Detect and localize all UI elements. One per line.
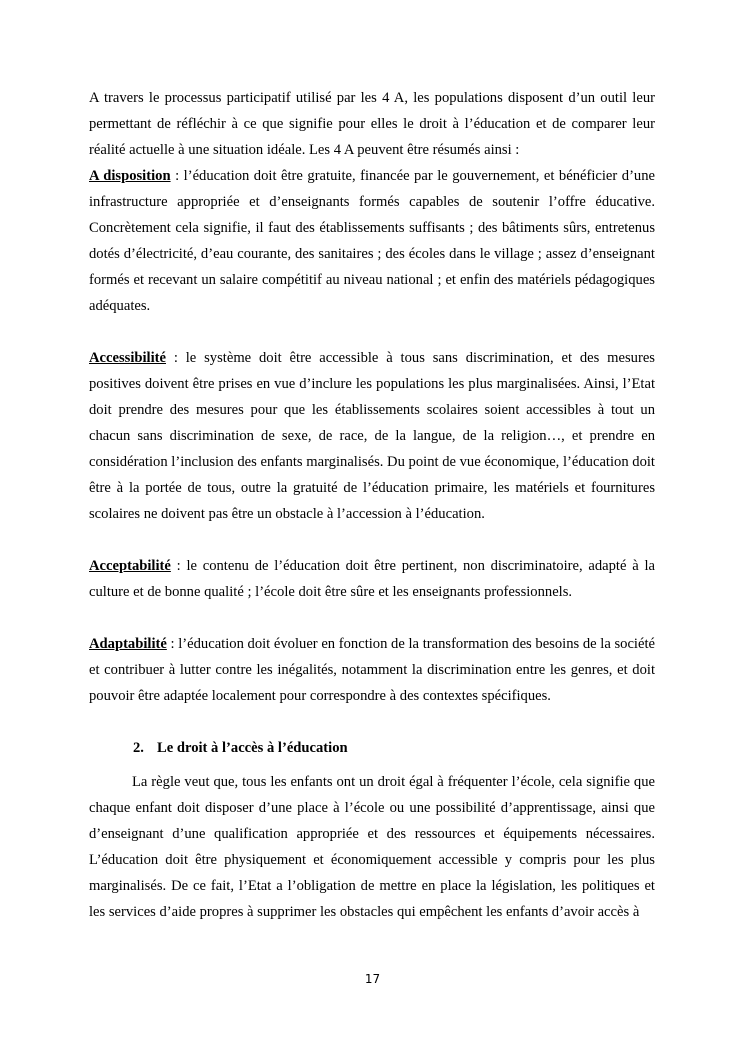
page-body bbox=[89, 85, 655, 925]
section-title: Le droit à l’accès à l’éducation bbox=[157, 740, 348, 756]
paragraph-spacer bbox=[89, 605, 655, 631]
text-a-disposition: : l’éducation doit être gratuite, financée par le gouvernement, et bénéficier d’une infrastructure appropriée et d’enseignants formés capables de soutenir l’offre éducative. Concrètement cela signifie, il faut des établissements suffisants ; des bâtiments sûrs, entretenus dotés d’électricité, d’eau courante, des sanitaires ; des écoles dans le village ; assez d’enseignant formés et recevant un salaire compétitif au niveau national ; et enfin des matériels pédagogiques adéquates. bbox=[89, 168, 655, 314]
page-number: 17 bbox=[364, 972, 381, 986]
term-acceptabilite: Acceptabilité bbox=[89, 558, 171, 574]
item-accessibilite bbox=[89, 345, 655, 527]
item-a-disposition bbox=[89, 163, 655, 319]
item-adaptabilite bbox=[89, 631, 655, 709]
section-paragraph: La règle veut que, tous les enfants ont un droit égal à fréquenter l’école, cela signifie que chaque enfant doit disposer d’une place à l’école ou une possibilité d’apprentissage, ainsi que d’enseignant d’une qualification appropriée et des ressources et équipements nécessaires. L’éducation doit être physiquement et économiquement accessible y compris pour les plus marginalisés. De ce fait, l’Etat a l’obligation de mettre en place la législation, les politiques et les services d’aide propres à supprimer les obstacles qui empêchent les enfants d’avoir accès à bbox=[89, 774, 655, 920]
term-a-disposition: A disposition bbox=[89, 168, 171, 184]
text-adaptabilite: : l’éducation doit évoluer en fonction de la transformation des besoins de la société et contribuer à lutter contre les inégalités, notamment la discrimination entre les genres, et doit pouvoir être adaptée localement pour correspondre à des contextes spécifiques. bbox=[89, 636, 655, 704]
paragraph-spacer bbox=[89, 527, 655, 553]
item-acceptabilite bbox=[89, 553, 655, 605]
section-heading bbox=[89, 735, 655, 761]
paragraph-spacer bbox=[89, 709, 655, 735]
paragraph-spacer bbox=[89, 319, 655, 345]
text-accessibilite: : le système doit être accessible à tous sans discrimination, et des mesures positives doivent être prises en vue d’inclure les populations les plus marginalisées. Ainsi, l’Etat doit prendre des mesures pour que les établissements scolaires soient accessibles à tout un chacun sans discrimination de sexe, de race, de la langue, de la religion…, et prendre en considération l’inclusion des enfants marginalisés. Du point de vue économique, l’éducation doit être à la portée de tous, outre la gratuité de l’éducation primaire, les matériels et fournitures scolaires ne doivent pas être un obstacle à l’accession à l’éducation. bbox=[89, 350, 655, 522]
term-adaptabilite: Adaptabilité bbox=[89, 636, 167, 652]
intro-paragraph: A travers le processus participatif utilisé par les 4 A, les populations disposent d’un outil leur permettant de réfléchir à ce que signifie pour elles le droit à l’éducation et de comparer leur réalité actuelle à une situation idéale. Les 4 A peuvent être résumés ainsi : bbox=[89, 90, 655, 158]
text-acceptabilite: : le contenu de l’éducation doit être pertinent, non discriminatoire, adapté à la culture et de bonne qualité ; l’école doit être sûre et les enseignants professionnels. bbox=[89, 558, 655, 600]
section-number: 2. bbox=[133, 740, 144, 756]
heading-spacer bbox=[89, 761, 655, 769]
term-accessibilite: Accessibilité bbox=[89, 350, 167, 366]
